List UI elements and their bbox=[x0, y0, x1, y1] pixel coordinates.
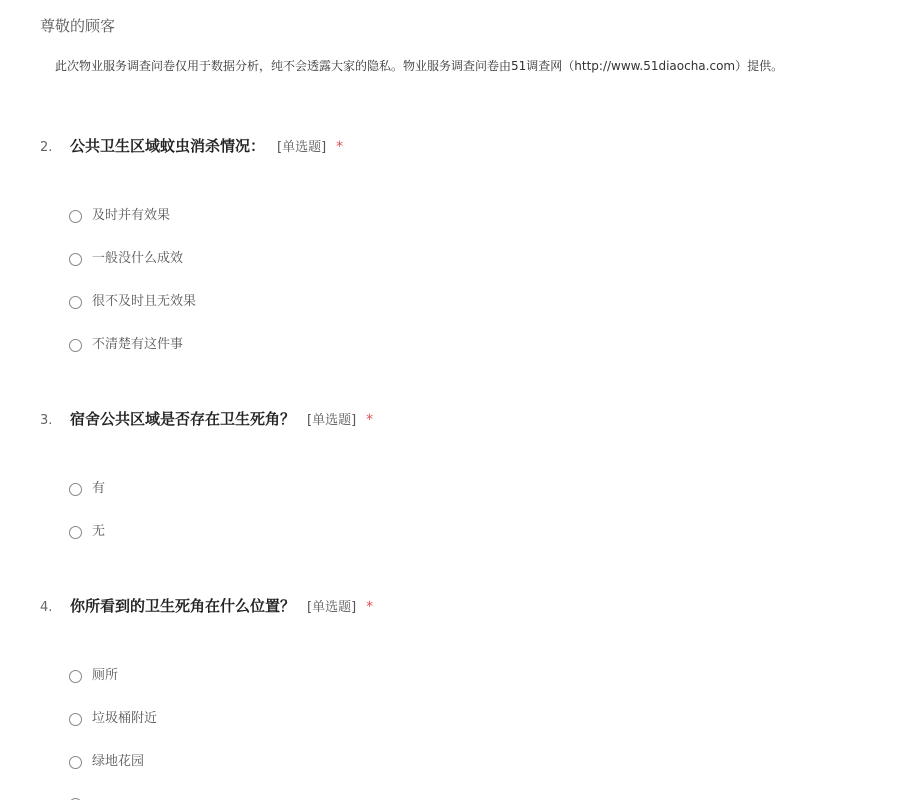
question-4-option-2[interactable] bbox=[69, 710, 157, 728]
radio-button[interactable] bbox=[69, 296, 82, 309]
option-label: 很不及时且无效果 bbox=[92, 294, 197, 309]
radio-button[interactable] bbox=[69, 526, 82, 539]
question-4-option-4[interactable] bbox=[69, 795, 92, 800]
option-label: 一般没什么成效 bbox=[92, 251, 184, 266]
radio-button[interactable] bbox=[69, 339, 82, 352]
question-title: 你所看到的卫生死角在什么位置？ bbox=[70, 597, 296, 615]
option-label: 不清楚有这件事 bbox=[92, 337, 184, 352]
greeting-text: 尊敬的顾客 bbox=[40, 17, 116, 35]
question-2-option-4[interactable] bbox=[69, 336, 183, 354]
radio-button[interactable] bbox=[69, 670, 82, 683]
radio-button[interactable] bbox=[69, 253, 82, 266]
radio-button[interactable] bbox=[69, 483, 82, 496]
option-label: 绿地花园 bbox=[92, 754, 145, 769]
radio-button[interactable] bbox=[69, 756, 82, 769]
question-type-label: [单选题] bbox=[277, 140, 327, 155]
question-type-label: [单选题] bbox=[307, 413, 357, 428]
question-title: 公共卫生区域蚊虫消杀情况： bbox=[70, 137, 266, 155]
question-type-label: [单选题] bbox=[307, 600, 357, 615]
radio-button[interactable] bbox=[69, 713, 82, 726]
question-3-option-2[interactable] bbox=[69, 523, 105, 541]
question-3-option-1[interactable] bbox=[69, 480, 105, 498]
option-label: 厕所 bbox=[92, 668, 119, 683]
question-2-option-3[interactable] bbox=[69, 293, 196, 311]
question-4-option-1[interactable] bbox=[69, 667, 118, 685]
question-4-header bbox=[40, 595, 373, 619]
intro-text: 此次物业服务调查问卷仅用于数据分析，纯不会透露大家的隐私。物业服务调查问卷由51调查网（http://www.51diaocha.com）提供。 bbox=[55, 59, 784, 73]
required-marker: * bbox=[366, 412, 374, 428]
question-number: 3. bbox=[40, 413, 53, 428]
option-label: 无 bbox=[92, 524, 106, 539]
option-label: 有 bbox=[92, 481, 106, 496]
option-label: 垃圾桶附近 bbox=[92, 711, 158, 726]
question-number: 2. bbox=[40, 140, 53, 155]
radio-button[interactable] bbox=[69, 210, 82, 223]
question-title: 宿舍公共区域是否存在卫生死角？ bbox=[70, 410, 296, 428]
option-label: 及时并有效果 bbox=[92, 208, 171, 223]
question-number: 4. bbox=[40, 600, 53, 615]
question-2-option-2[interactable] bbox=[69, 250, 183, 268]
question-4-option-3[interactable] bbox=[69, 753, 144, 771]
question-2-option-1[interactable] bbox=[69, 207, 170, 225]
required-marker: * bbox=[366, 599, 374, 615]
question-3-header bbox=[40, 408, 373, 432]
question-2-header bbox=[40, 135, 343, 159]
required-marker: * bbox=[336, 139, 344, 155]
